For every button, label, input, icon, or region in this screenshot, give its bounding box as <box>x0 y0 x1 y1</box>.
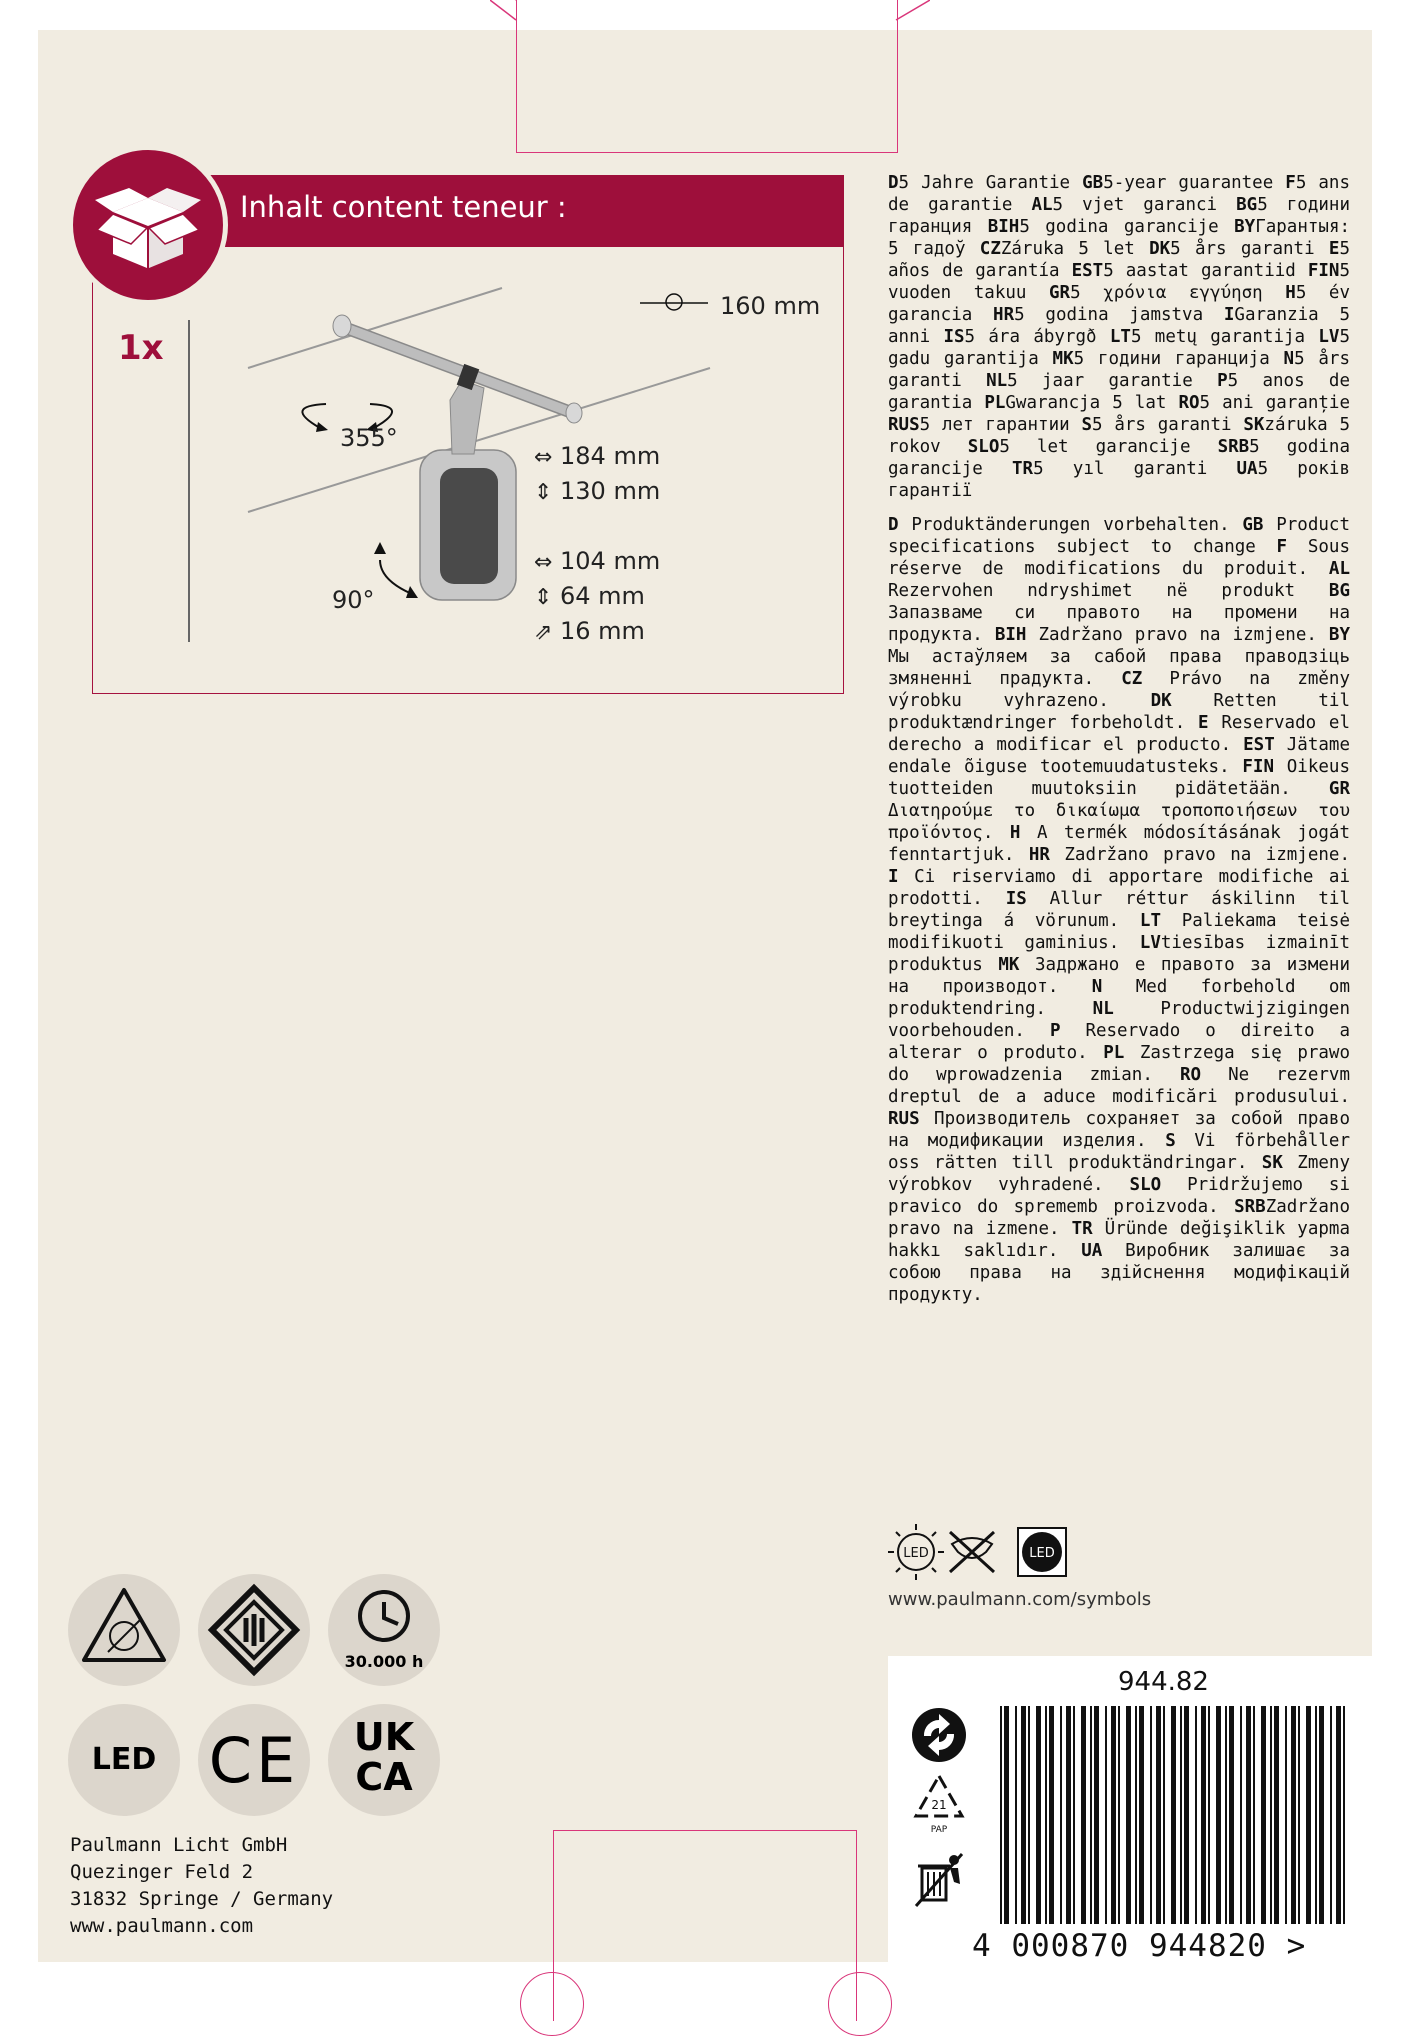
address-line: Quezinger Feld 2 <box>70 1861 254 1883</box>
inner-width <box>534 547 660 575</box>
language-code: BY <box>1328 625 1350 645</box>
language-code: PL <box>984 393 1006 413</box>
language-code: DK <box>1149 239 1171 259</box>
ce-icon <box>198 1704 310 1816</box>
language-text: Zadržano pravo na izmjene. <box>1049 845 1350 865</box>
language-text: 5 metų garantija <box>1130 327 1319 347</box>
language-text: 5 godina garancije <box>1019 217 1235 237</box>
language-text: 5 ani garanție <box>1199 393 1350 413</box>
language-code: EST <box>1071 261 1104 281</box>
inner-width-value: 104 mm <box>560 547 661 575</box>
language-code: NL <box>1092 999 1114 1019</box>
language-text: Задржано е правото за измени на производот. <box>888 955 1351 997</box>
language-text: Ci riserviamo di apportare modifiche ai prodotti. <box>888 867 1350 909</box>
head-width-value: 184 mm <box>560 442 661 470</box>
language-text: Üründe değişiklik yapma hakkı saklıdır. <box>888 1219 1350 1261</box>
guarantee-text <box>888 172 1350 502</box>
protection-class-icon <box>198 1574 310 1686</box>
head-height-value: 130 mm <box>560 477 661 505</box>
language-text: Právo na změny výrobku vyhrazeno. <box>888 669 1350 711</box>
language-code: LV <box>1139 933 1161 953</box>
language-code: S <box>1081 415 1093 435</box>
language-code: LT <box>1109 327 1131 347</box>
language-code: UA <box>1081 1241 1103 1261</box>
language-text: 5 év garancia <box>888 283 1350 325</box>
barcode <box>1000 1706 1354 1924</box>
language-code: HR <box>1028 845 1050 865</box>
spacing-value: 160 mm <box>720 292 821 320</box>
language-text: Záruka 5 let <box>1000 239 1150 259</box>
language-code: GR <box>1328 779 1350 799</box>
language-code: DK <box>1150 691 1172 711</box>
head-height <box>534 477 660 505</box>
language-text: Rezervohen ndryshimet në produkt <box>888 581 1329 601</box>
language-code: FIN <box>1307 261 1340 281</box>
dieline-circle-left <box>520 1972 584 2036</box>
language-text: Sous réserve de modifications du produit. <box>888 537 1350 579</box>
language-code: D <box>888 515 899 535</box>
width-arrow-icon: ⇔ <box>534 445 553 470</box>
horizontal-rotation-value: 355° <box>340 424 398 452</box>
language-text: Oikeus tuotteiden muutoksiin pidätetään. <box>888 757 1350 799</box>
language-code: GR <box>1049 283 1071 303</box>
language-code: MK <box>998 955 1020 975</box>
language-code: SK <box>1243 415 1265 435</box>
language-code: LV <box>1318 327 1340 347</box>
address-line: 31832 Springe / Germany <box>70 1888 334 1910</box>
depth <box>534 617 645 645</box>
language-text: Allur réttur áskilinn til breytinga á vörunum. <box>888 889 1350 931</box>
led-symbols <box>888 1522 1078 1582</box>
language-code: PL <box>1103 1043 1125 1063</box>
language-code: IS <box>1005 889 1027 909</box>
language-text: Vi förbehåller oss rätten till produktändringar. <box>888 1131 1350 1173</box>
language-code: BY <box>1234 217 1256 237</box>
language-text: Ne rezervm dreptul de a aduce modificări produsului. <box>888 1065 1351 1107</box>
language-code: GB <box>1242 515 1264 535</box>
language-code: AL <box>1031 195 1053 215</box>
package-circle <box>68 145 228 305</box>
led-icon <box>68 1704 180 1816</box>
language-code: BG <box>1328 581 1350 601</box>
language-text: 5 års garanti <box>888 349 1350 391</box>
language-text: 5 años de garantía <box>888 239 1350 281</box>
language-text: Производитель сохраняет за собой право на модификации изделия. <box>888 1109 1350 1151</box>
ukca-bottom: CA <box>355 1755 413 1799</box>
language-text: Retten til produktændringer forbeholdt. <box>888 691 1350 733</box>
language-text: 5 yıl garanti <box>1033 459 1237 479</box>
depth-arrow-icon: ⇗ <box>534 620 553 645</box>
website: www.paulmann.com <box>70 1915 254 1937</box>
language-text: Διατηρούμε το δικαίωμα τροποποιήσεων του προϊόντος. <box>888 801 1350 843</box>
language-code: H <box>1285 283 1296 303</box>
spacing-dimension <box>720 292 820 320</box>
depth-value: 16 mm <box>560 617 645 645</box>
changes-text <box>888 514 1350 1306</box>
language-code: IS <box>943 327 965 347</box>
language-text: Garanzia 5 anni <box>888 305 1350 347</box>
language-code: EST <box>1243 735 1275 755</box>
language-code: P <box>1217 371 1228 391</box>
language-code: H <box>1009 823 1021 843</box>
language-code: S <box>1165 1131 1176 1151</box>
language-text: 5 års garanti <box>1170 239 1329 259</box>
led-label: LED <box>91 1742 157 1777</box>
language-code: I <box>1223 305 1235 325</box>
language-code: LT <box>1139 911 1161 931</box>
vertical-rotation-value: 90° <box>332 586 375 614</box>
lifetime-icon <box>328 1574 440 1686</box>
language-text: 5 Jahre Garantie <box>898 173 1083 193</box>
language-text: Гарантыя: 5 гадоў <box>888 217 1351 259</box>
head-width <box>534 442 660 470</box>
language-text: Jätame endale õiguse tootemuudatusteks. <box>888 735 1350 777</box>
language-code: TR <box>1012 459 1034 479</box>
language-text: 5 vjet garanci <box>1052 195 1237 215</box>
led-symbol-label: LED <box>903 1546 929 1561</box>
language-code: E <box>1198 713 1209 733</box>
language-text: Мы астаўляем за сабой права праводзіць змяненні прадукта. <box>888 647 1350 689</box>
language-code: UA <box>1236 459 1258 479</box>
language-code: E <box>1328 239 1340 259</box>
dieline-top-ticks <box>490 0 930 30</box>
product-drawing <box>240 280 720 660</box>
language-code: MK <box>1052 349 1074 369</box>
content-header: Inhalt content teneur : <box>240 190 567 224</box>
language-code: N <box>1091 977 1103 997</box>
quantity: 1x <box>118 328 164 368</box>
language-code: GB <box>1082 173 1104 193</box>
language-code: SRB <box>1217 437 1250 457</box>
language-text: Zadržano pravo na izmjene. <box>1026 625 1329 645</box>
language-code: FIN <box>1242 757 1274 777</box>
language-text: Product specifications subject to change <box>888 515 1350 557</box>
language-text: záruka 5 rokov <box>888 415 1350 457</box>
language-code: RO <box>1179 1065 1202 1085</box>
language-text: Zmeny výrobkov vyhradené. <box>888 1153 1350 1195</box>
language-text: Med forbehold om produktendring. <box>888 977 1350 1019</box>
language-code: RO <box>1178 393 1200 413</box>
language-text: A termék módosításának jogát fenntartjuk. <box>888 823 1350 865</box>
recycling-icon <box>910 1772 968 1836</box>
language-text: 5 anos de garantia <box>888 371 1351 413</box>
language-text: 5 godina jamstva <box>1014 305 1224 325</box>
article-number: 944.82 <box>1118 1667 1209 1697</box>
language-code: RUS <box>888 415 920 435</box>
language-text: 5 godina garancije <box>888 437 1350 479</box>
ukca-top: UK <box>353 1715 415 1759</box>
language-code: AL <box>1328 559 1350 579</box>
language-code: SK <box>1261 1153 1283 1173</box>
language-text: 5 ára ábyrgð <box>964 327 1110 347</box>
vertical-rotation <box>332 586 375 614</box>
language-text: Paliekama teisė modifikuoti gaminius. <box>888 911 1350 953</box>
language-code: CZ <box>979 239 1001 259</box>
inner-height <box>534 582 645 610</box>
language-text: Zadržano pravo na izmene. <box>888 1197 1350 1239</box>
language-text: Zastrzega się prawo do wprowadzenia zmian. <box>888 1043 1351 1085</box>
language-text: 5 vuoden takuu <box>888 261 1350 303</box>
horizontal-rotation <box>340 424 398 452</box>
language-code: TR <box>1071 1219 1093 1239</box>
language-text: Reservado el derecho a modificar el producto. <box>888 713 1350 755</box>
quantity-divider <box>188 320 190 642</box>
language-text: Gwarancja 5 lat <box>1005 393 1179 413</box>
dieline-bottom <box>553 1830 857 2021</box>
green-dot-icon <box>910 1706 968 1764</box>
waste-bin-icon <box>914 1852 964 1908</box>
language-code: SRB <box>1234 1197 1266 1217</box>
language-text: Produktänderungen vorbehalten. <box>898 515 1243 535</box>
mounting-surface-icon <box>68 1574 180 1686</box>
ean-number: 4 000870 944820 > <box>972 1928 1307 1964</box>
language-code: CZ <box>1121 669 1143 689</box>
language-text: 5 ans de garantie <box>888 173 1350 215</box>
language-code: RUS <box>888 1109 920 1129</box>
spot-head-inner <box>440 468 498 584</box>
language-code: N <box>1283 349 1295 369</box>
language-text: 5 лет гарантии <box>919 415 1082 435</box>
language-text: 5 aastat garantiid <box>1103 261 1308 281</box>
language-text: 5 års garanti <box>1092 415 1244 435</box>
language-code: F <box>1276 537 1288 557</box>
language-code: D <box>888 173 899 193</box>
language-text: Pridržujemo si pravico do sprememb proizvoda. <box>888 1175 1350 1217</box>
language-text: tiesības izmainīt produktus <box>888 933 1350 975</box>
language-code: BG <box>1236 195 1258 215</box>
ce-label: CE <box>208 1724 300 1797</box>
lifetime-label: 30.000 h <box>344 1652 424 1671</box>
language-text: 5 години гаранција <box>1073 349 1284 369</box>
language-code: P <box>1049 1021 1061 1041</box>
language-text: 5 gadu garantija <box>888 327 1351 369</box>
company-address <box>70 1832 333 1940</box>
height-arrow-icon: ⇕ <box>534 480 553 505</box>
box-icon <box>73 150 223 300</box>
inner-height-value: 64 mm <box>560 582 645 610</box>
language-code: I <box>888 867 899 887</box>
language-text: 5-year guarantee <box>1103 173 1286 193</box>
language-code: SLO <box>967 437 1000 457</box>
language-code: BIH <box>994 625 1027 645</box>
ukca-icon <box>328 1704 440 1816</box>
recycling-code: 21 <box>931 1798 947 1812</box>
language-text: Reservado o direito a alterar o produto. <box>888 1021 1350 1063</box>
language-text: 5 jaar garantie <box>1007 371 1218 391</box>
language-text: Запазваме си правото на промени на продукта. <box>888 603 1350 645</box>
language-text: 5 години гаранция <box>888 195 1350 237</box>
led-symbol-label: LED <box>1029 1546 1055 1561</box>
language-code: F <box>1285 173 1296 193</box>
height-arrow-icon: ⇕ <box>534 585 553 610</box>
address-line: Paulmann Licht GmbH <box>70 1834 288 1856</box>
dieline-circle-right <box>828 1972 892 2036</box>
language-text: Productwijzigingen voorbehouden. <box>888 999 1350 1041</box>
language-code: BIH <box>987 217 1020 237</box>
language-text: 5 let garancije <box>999 437 1218 457</box>
recycling-material: PAP <box>930 1825 948 1835</box>
language-text: Виробник залишає за собою права на здійснення модифікацій продукту. <box>888 1241 1351 1305</box>
width-arrow-icon: ⇔ <box>534 550 553 575</box>
language-code: HR <box>993 305 1015 325</box>
language-text: 5 χρόνια εγγύηση <box>1070 283 1286 303</box>
language-code: NL <box>986 371 1008 391</box>
language-text: 5 років гарантії <box>888 459 1350 501</box>
symbols-url: www.paulmann.com/symbols <box>888 1589 1152 1610</box>
language-code: SLO <box>1129 1175 1162 1195</box>
